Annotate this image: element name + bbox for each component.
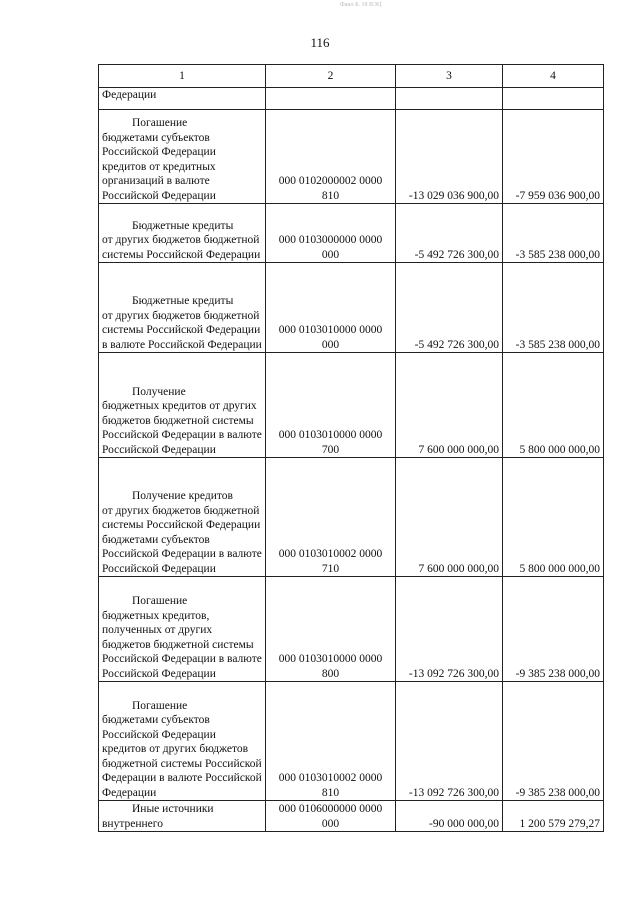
header-col-4: 4 xyxy=(503,65,604,88)
row-description-lead: Бюджетные кредиты xyxy=(132,219,234,232)
row-value-col4: 1 200 579 279,27 xyxy=(503,801,604,832)
row-description-text: бюджетных кредитов от других бюджетов бюджетной системы Российской Федерации в валюте Российской Федерации xyxy=(102,400,262,456)
row-description-lead: Бюджетные кредиты xyxy=(132,295,234,307)
table-row xyxy=(99,577,604,682)
row-description-text: внутреннего xyxy=(102,817,163,830)
row-description xyxy=(99,577,266,682)
row-code: 000 0103010000 0000 700 xyxy=(266,353,396,458)
table-header-row xyxy=(99,65,604,88)
row-value-col3: -90 000 000,00 xyxy=(396,801,503,832)
row-description-lead: Погашение xyxy=(132,117,188,129)
budget-sources-table xyxy=(98,64,604,832)
row-description-text: бюджетных кредитов, полученных от других бюджетов бюджетной системы Российской Федерации в валюте Российской Федерации xyxy=(102,609,262,680)
row-description xyxy=(99,682,266,801)
table-row xyxy=(99,110,604,204)
row-description-text: от других бюджетов бюджетной системы Российской Федерации в валюте Российской Федерации xyxy=(102,309,262,351)
row-description-text: от других бюджетов бюджетной системы Российской Федерации xyxy=(102,234,261,261)
row-code: 000 0103010002 0000 710 xyxy=(266,458,396,577)
row-description xyxy=(99,88,266,110)
row-value-col3: -5 492 726 300,00 xyxy=(396,204,503,263)
table-row xyxy=(99,353,604,458)
row-description xyxy=(99,204,266,263)
row-description xyxy=(99,110,266,204)
row-value-col3: -13 092 726 300,00 xyxy=(396,682,503,801)
row-description-lead: Получение кредитов xyxy=(132,490,233,502)
header-col-1: 1 xyxy=(99,65,266,88)
header-col-3: 3 xyxy=(396,65,503,88)
row-code: 000 0102000002 0000 810 xyxy=(266,110,396,204)
row-value-col4 xyxy=(503,88,604,110)
row-value-col4: -9 385 238 000,00 xyxy=(503,577,604,682)
row-value-col3: -5 492 726 300,00 xyxy=(396,263,503,353)
row-code: 000 0106000000 0000 000 xyxy=(266,801,396,832)
row-description-text: от других бюджетов бюджетной системы Российской Федерации бюджетами субъектов Российской Федерации в валюте Российской Федерации xyxy=(102,504,262,575)
row-description-lead: Получение xyxy=(132,385,186,398)
row-code: 000 0103010002 0000 810 xyxy=(266,682,396,801)
row-value-col4: -9 385 238 000,00 xyxy=(503,682,604,801)
row-code: 000 0103000000 0000 000 xyxy=(266,204,396,263)
row-description-lead: Погашение xyxy=(132,699,188,712)
row-value-col3 xyxy=(396,88,503,110)
scan-artifact-mark: Фаил Б. 18 ВЭЦ xyxy=(340,2,382,8)
table-row xyxy=(99,458,604,577)
row-value-col3: 7 600 000 000,00 xyxy=(396,353,503,458)
row-description xyxy=(99,801,266,832)
row-value-col4: -3 585 238 000,00 xyxy=(503,263,604,353)
row-code: 000 0103010000 0000 000 xyxy=(266,263,396,353)
table-row xyxy=(99,88,604,110)
row-description-text: Федерации xyxy=(102,89,157,101)
row-value-col3: 7 600 000 000,00 xyxy=(396,458,503,577)
row-description xyxy=(99,458,266,577)
row-description-lead: Погашение xyxy=(132,595,188,607)
row-value-col4: -3 585 238 000,00 xyxy=(503,204,604,263)
row-description-lead: Иные источники xyxy=(132,803,214,815)
row-code: 000 0103010000 0000 800 xyxy=(266,577,396,682)
row-description xyxy=(99,353,266,458)
row-value-col4: -7 959 036 900,00 xyxy=(503,110,604,204)
table-row xyxy=(99,682,604,801)
row-value-col3: -13 029 036 900,00 xyxy=(396,110,503,204)
header-col-2: 2 xyxy=(266,65,396,88)
row-description xyxy=(99,263,266,353)
row-description-text: бюджетами субъектов Российской Федерации кредитов от других бюджетов бюджетной системы Российской Федерации в валюте Российской Федерации xyxy=(102,714,262,799)
row-code xyxy=(266,88,396,110)
table-row xyxy=(99,263,604,353)
table-row xyxy=(99,204,604,263)
page-number: 116 xyxy=(310,35,330,50)
row-value-col4: 5 800 000 000,00 xyxy=(503,458,604,577)
row-description-text: бюджетами субъектов Российской Федерации кредитов от кредитных организаций в валюте Российской Федерации xyxy=(102,131,216,202)
row-value-col4: 5 800 000 000,00 xyxy=(503,353,604,458)
table-row xyxy=(99,801,604,832)
row-value-col3: -13 092 726 300,00 xyxy=(396,577,503,682)
